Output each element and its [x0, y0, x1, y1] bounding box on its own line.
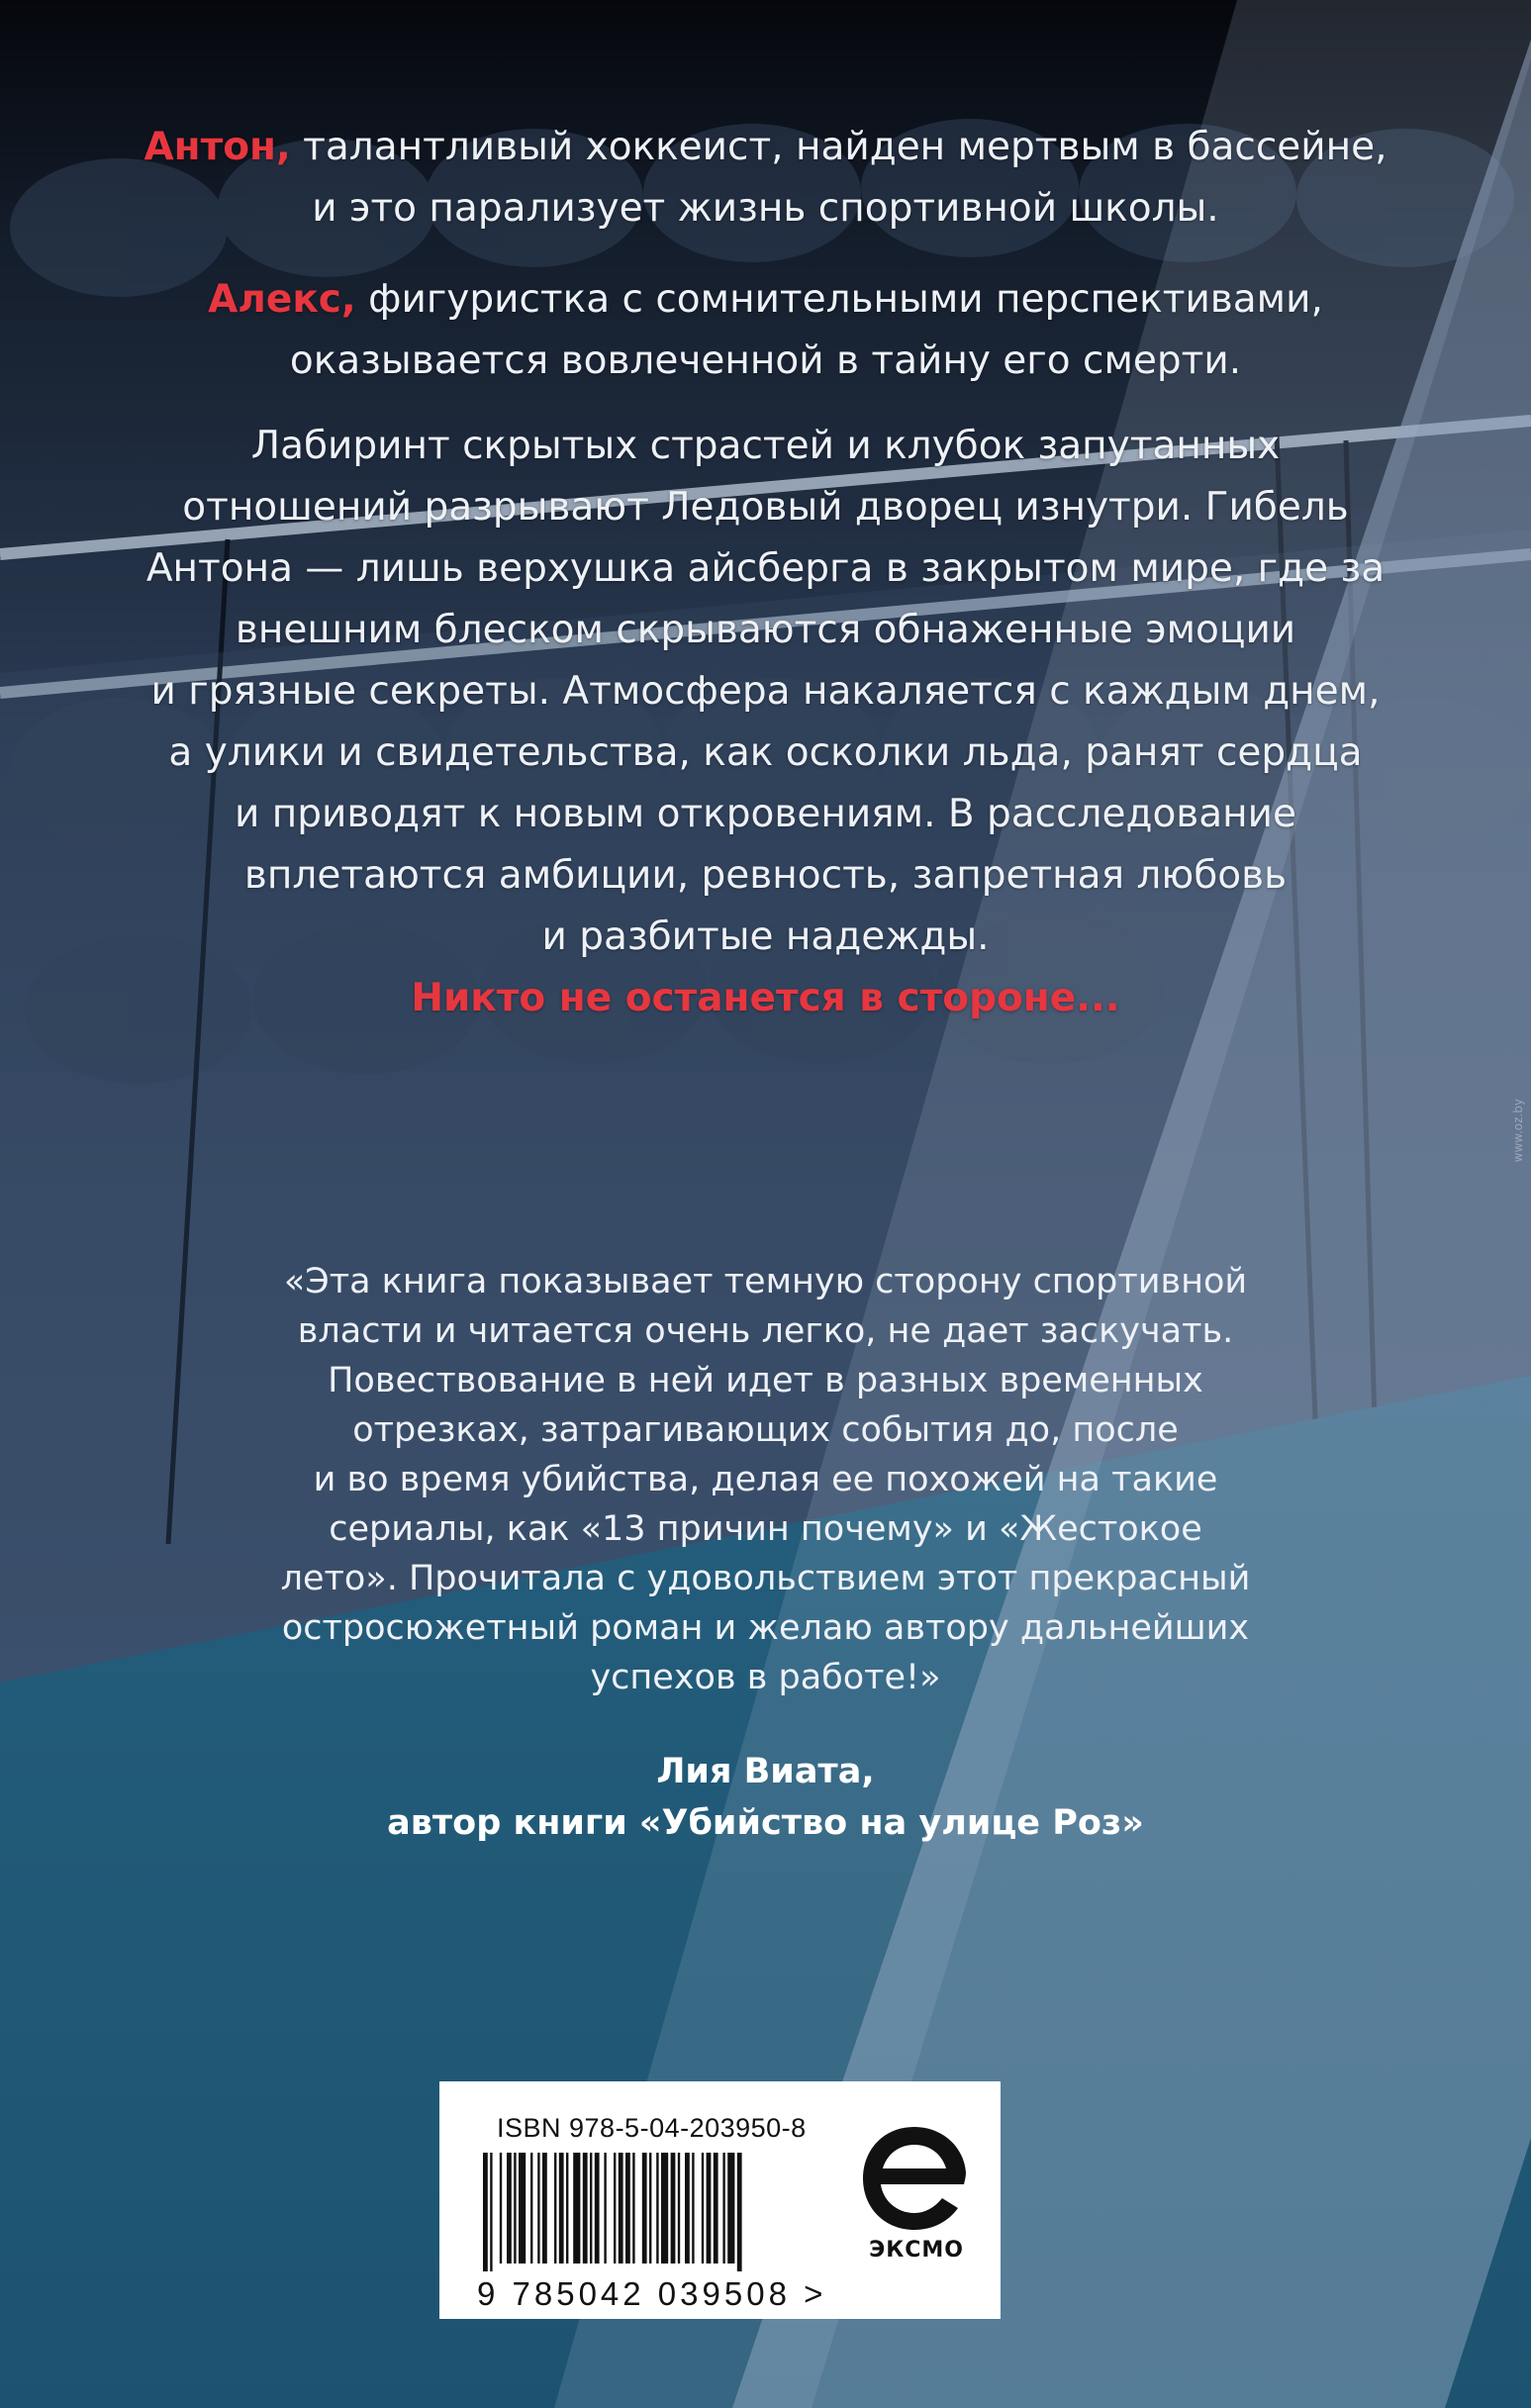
review-author: Лия Виата, [656, 1752, 875, 1791]
review-line: «Эта книга показывает темную сторону спортивной [283, 1262, 1248, 1301]
alex-intro-line-2: оказывается вовлеченной в тайну его смерти. [289, 338, 1242, 383]
review-line: власти и читается очень легко, не дает заскучать. [297, 1311, 1234, 1351]
review-line: Повествование в ней идет в разных временных [328, 1361, 1203, 1400]
tagline: Никто не останется в стороне... [411, 976, 1120, 1020]
description-line: отношений разрывают Ледовый дворец изнутри. Гибель [182, 485, 1349, 530]
review-author-book: автор книги «Убийство на улице Роз» [387, 1803, 1144, 1843]
anton-intro-line-2: и это парализует жизнь спортивной школы. [312, 186, 1219, 231]
review-line: успехов в работе!» [590, 1658, 941, 1697]
description-line: внешним блеском скрываются обнаженные эмоции [235, 608, 1296, 652]
alex-name: Алекс, [208, 277, 356, 322]
anton-name: Антон, [144, 125, 291, 169]
description-line: Антона — лишь верхушка айсберга в закрытом мире, где за [145, 546, 1386, 591]
anton-intro-line-1 [79, 117, 1452, 178]
description-line: Лабиринт скрытых страстей и клубок запутанных [250, 424, 1281, 468]
alex-description: фигуристка с сомнительными перспективами, [355, 277, 1323, 322]
review-line: остросюжетный роман и желаю автору дальнейших [281, 1608, 1250, 1648]
description-line: и разбитые надежды. [541, 915, 990, 959]
barcode-panel [439, 2081, 1001, 2319]
watermark: www.oz.by [1511, 1099, 1525, 1163]
review-line: отрезках, затрагивающих события до, после [352, 1410, 1179, 1450]
anton-description: талантливый хоккеист, найден мертвым в бассейне, [290, 125, 1387, 169]
eksmo-logo-icon [855, 2119, 974, 2238]
description-line: и приводят к новым откровениям. В расследование [234, 792, 1297, 836]
alex-intro-line-1 [79, 269, 1452, 331]
barcode-digits: 9 785042 039508 > [477, 2275, 827, 2312]
description-line: вплетаются амбиции, ревность, запретная любовь [243, 853, 1288, 898]
review-line: и во время убийства, делая ее похожей на такие [313, 1460, 1218, 1499]
review-line: лето». Прочитала с удовольствием этот прекрасный [280, 1559, 1251, 1598]
review-line: сериалы, как «13 причин почему» и «Жестокое [329, 1509, 1202, 1549]
publisher-name: ЭКСМО [869, 2238, 964, 2263]
description-line: и грязные секреты. Атмосфера накаляется с каждым днем, [150, 669, 1381, 714]
barcode-icon [479, 2153, 835, 2271]
description-line: а улики и свидетельства, как осколки льда, ранят сердца [168, 730, 1363, 775]
isbn-label: ISBN 978-5-04-203950-8 [497, 2113, 807, 2143]
